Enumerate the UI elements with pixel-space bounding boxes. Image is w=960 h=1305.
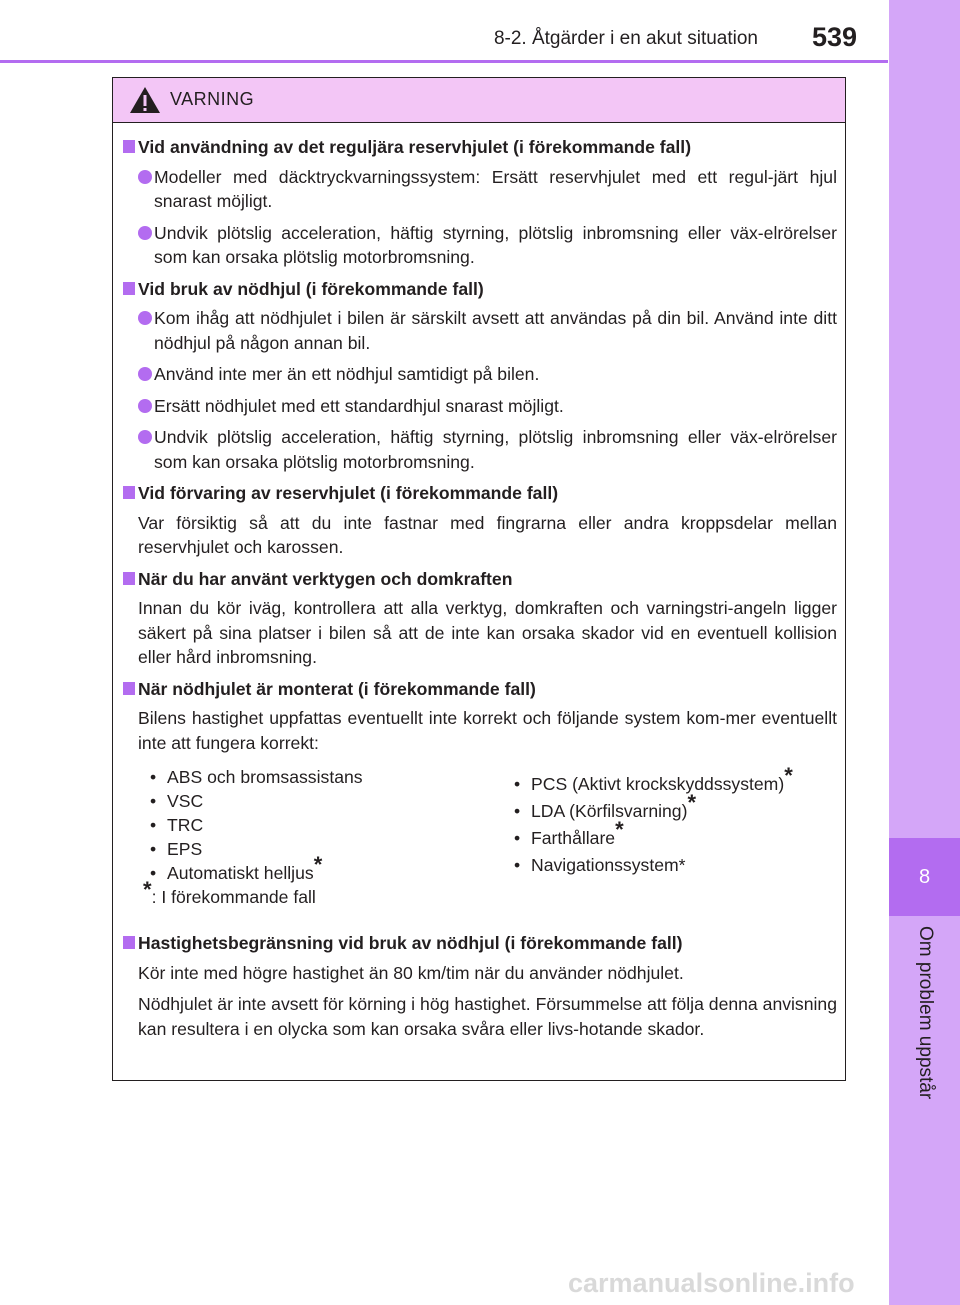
- circle-bullet-icon: [138, 430, 152, 444]
- section-storage: [123, 481, 837, 560]
- square-bullet-icon: [123, 486, 135, 499]
- section-text: Var försiktig så att du inte fastnar med fingrarna eller andra kroppsdelar mellan reservhjulet och karossen.: [138, 512, 837, 557]
- system-item: • ABS och bromsassistans: [150, 765, 363, 789]
- square-bullet-icon: [123, 936, 135, 949]
- system-item: [150, 852, 363, 885]
- chapter-label: Om problem uppstår: [915, 926, 936, 1100]
- square-bullet-icon: [123, 572, 135, 585]
- circle-bullet-icon: [138, 367, 152, 381]
- system-item-text: LDA (Körfilsvarning): [531, 801, 688, 821]
- section-heading: [123, 481, 837, 506]
- chapter-side-tab: [889, 0, 960, 1305]
- section-mounted: [123, 677, 837, 924]
- warning-title: VARNING: [170, 89, 255, 109]
- section-heading: [123, 277, 837, 302]
- asterisk-mark: *: [313, 852, 323, 877]
- heading-text: När du har använt verktygen och domkraften: [138, 568, 513, 589]
- warning-box: [112, 77, 846, 1081]
- circle-bullet-icon: [138, 170, 152, 184]
- asterisk-mark: *: [143, 877, 152, 902]
- system-item-text: Automatiskt helljus: [167, 863, 314, 883]
- item-text: Kom ihåg att nödhjulet i bilen är särskilt avsett att användas på din bil. Använd inte ditt nödhjul på någon annan bil.: [154, 308, 837, 353]
- item-text: Undvik plötslig acceleration, häftig styrning, plötslig inbromsning eller väx-elrörelser som kan orsaka plötslig motorbromsning.: [154, 427, 837, 472]
- heading-text: Vid bruk av nödhjul (i förekommande fall): [138, 278, 484, 299]
- item-text: Modeller med däcktryckvarningssystem: Ersätt reservhjulet med ett regul-järt hjul snarast möjligt.: [154, 166, 837, 211]
- item-text: Undvik plötslig acceleration, häftig styrning, plötslig inbromsning eller väx-elrörelser som kan orsaka plötslig motorbromsning.: [154, 222, 837, 267]
- system-item: [514, 763, 793, 798]
- warning-triangle-icon: [129, 86, 161, 114]
- square-bullet-icon: [123, 140, 135, 153]
- system-item: [514, 790, 793, 825]
- section-speed-limit: [123, 931, 837, 1041]
- footnote-text: : I förekommande fall: [151, 887, 316, 907]
- item-text: Ersätt nödhjulet med ett standardhjul snarast möjligt.: [154, 395, 564, 416]
- list-item: [123, 306, 837, 355]
- square-bullet-icon: [123, 282, 135, 295]
- heading-text: När nödhjulet är monterat (i förekommande fall): [138, 678, 536, 699]
- system-item: • Navigationssystem*: [514, 852, 793, 879]
- asterisk-mark: *: [687, 790, 697, 815]
- system-item-text: PCS (Aktivt krockskyddssystem): [531, 774, 785, 794]
- circle-bullet-icon: [138, 399, 152, 413]
- item-text: Använd inte mer än ett nödhjul samtidigt på bilen.: [154, 364, 540, 384]
- section-heading: [123, 677, 837, 702]
- section-heading: [123, 931, 837, 956]
- footnote: [143, 877, 316, 910]
- system-item: • VSC: [150, 789, 363, 813]
- systems-right-column: [514, 763, 793, 879]
- system-item-text: Farthållare: [531, 828, 616, 848]
- section-text: Bilens hastighet uppfattas eventuellt inte korrekt och följande system kom-mer eventuellt inte att fungera korrekt:: [138, 708, 837, 753]
- section-text: Kör inte med högre hastighet än 80 km/tim när du använder nödhjulet.: [138, 962, 684, 983]
- list-item: [123, 362, 837, 387]
- system-item: • EPS: [150, 837, 363, 861]
- systems-list: [123, 765, 837, 923]
- list-item: [123, 221, 837, 270]
- list-item: [123, 394, 837, 419]
- section-heading: [123, 135, 837, 160]
- section-tools: [123, 567, 837, 670]
- section-text: Innan du kör iväg, kontrollera att alla verktyg, domkraften och varningstri-angeln ligger säkert på sina platser i bilen så att de inte kan orsaka skador vid en eventuell kollision eller hård inbromsning.: [138, 598, 837, 667]
- heading-text: Vid användning av det reguljära reservhjulet (i förekommande fall): [138, 137, 692, 157]
- section-compact-spare: [123, 277, 837, 475]
- circle-bullet-icon: [138, 226, 152, 240]
- system-item: • TRC: [150, 813, 363, 837]
- square-bullet-icon: [123, 682, 135, 695]
- asterisk-mark: *: [784, 763, 793, 788]
- list-item: [123, 165, 837, 214]
- circle-bullet-icon: [138, 311, 152, 325]
- watermark: carmanualsonline.info: [568, 1268, 855, 1298]
- list-item: [123, 425, 837, 474]
- heading-text: Hastighetsbegränsning vid bruk av nödhjul (i förekommande fall): [138, 933, 683, 953]
- heading-text: Vid förvaring av reservhjulet (i förekommande fall): [138, 483, 559, 503]
- section-text: Nödhjulet är inte avsett för körning i hög hastighet. Försummelse att följa denna anvisning kan resultera i en olycka som kan orsaka svåra eller livs-hotande skador.: [138, 994, 837, 1039]
- section-title: 8-2. Åtgärder i en akut situation: [493, 28, 758, 49]
- chapter-label-wrap: [889, 918, 960, 1128]
- asterisk-mark: *: [615, 817, 624, 842]
- section-heading: [123, 567, 837, 592]
- page-number: 539: [812, 22, 858, 52]
- section-regular-spare: [123, 135, 837, 270]
- system-item: [514, 817, 793, 852]
- warning-body: [123, 135, 837, 1048]
- systems-left-column: [150, 765, 363, 885]
- header-rule: [0, 60, 888, 63]
- warning-header: [113, 78, 845, 123]
- chapter-number: 8: [889, 838, 960, 916]
